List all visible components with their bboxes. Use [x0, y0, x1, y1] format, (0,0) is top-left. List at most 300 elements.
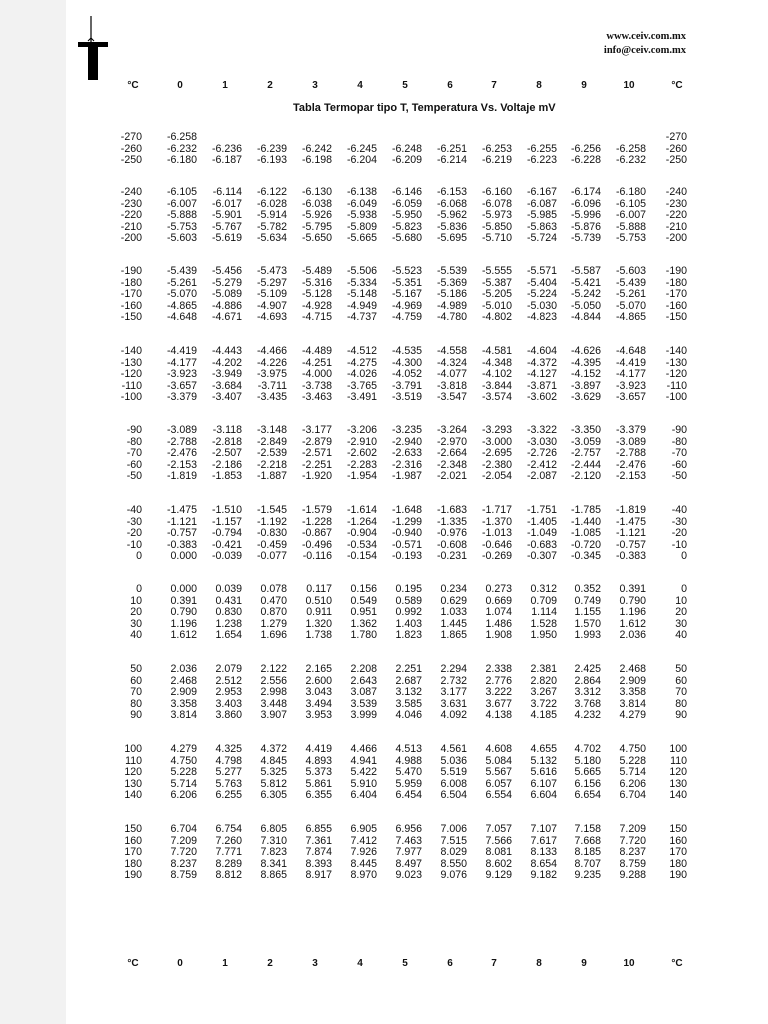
voltage-cell: -6.167 — [526, 186, 557, 198]
voltage-cell: 4.419 — [305, 743, 332, 755]
voltage-cell: -0.116 — [302, 550, 332, 563]
row-temp-label-right: -40 — [671, 504, 687, 516]
voltage-cell: -1.717 — [481, 504, 512, 516]
voltage-cell: -2.879 — [301, 435, 332, 448]
row-temp-label: -90 — [126, 424, 142, 436]
voltage-cell: -2.153 — [166, 458, 197, 471]
row-temp-label: -210 — [120, 220, 142, 233]
row-temp-label: -110 — [121, 379, 142, 392]
row-temp-label: 0 — [136, 550, 142, 563]
table-row — [0, 277, 768, 289]
row-temp-label-right: -50 — [671, 470, 687, 483]
table-row — [0, 539, 768, 551]
voltage-cell: 7.463 — [395, 834, 422, 847]
row-temp-label: -230 — [120, 197, 142, 210]
table-row — [0, 789, 768, 801]
voltage-cell: -5.297 — [256, 276, 287, 289]
row-temp-label-right: -210 — [665, 220, 687, 233]
voltage-cell: -5.369 — [436, 276, 467, 289]
voltage-cell: 7.006 — [440, 823, 467, 835]
row-temp-label-right: -250 — [665, 154, 687, 167]
voltage-cell: 3.722 — [530, 697, 557, 710]
voltage-cell: -5.888 — [166, 209, 197, 222]
voltage-cell: 1.196 — [170, 617, 197, 630]
voltage-cell: -4.152 — [570, 368, 601, 381]
header-top-col-0: °C — [127, 80, 139, 91]
voltage-cell: 8.341 — [260, 857, 287, 870]
email-text: info@ceiv.com.mx — [603, 45, 686, 56]
row-temp-label-right: -80 — [671, 435, 687, 448]
voltage-cell: -6.138 — [346, 186, 377, 198]
voltage-cell: -0.154 — [346, 550, 377, 563]
voltage-cell: -0.867 — [301, 527, 332, 540]
voltage-cell: -4.300 — [391, 356, 422, 369]
voltage-cell: 3.358 — [170, 697, 197, 710]
voltage-cell: 3.631 — [440, 697, 467, 710]
voltage-cell: -6.248 — [391, 142, 422, 155]
row-temp-label: 150 — [124, 823, 142, 835]
voltage-cell: -4.969 — [391, 299, 422, 312]
voltage-cell: 3.860 — [215, 709, 242, 722]
row-temp-label: -20 — [126, 527, 142, 540]
voltage-cell: 1.403 — [395, 617, 422, 630]
voltage-cell: -0.720 — [570, 538, 601, 551]
voltage-cell: 4.893 — [305, 754, 332, 767]
voltage-cell: 4.513 — [395, 743, 422, 755]
voltage-cell: 3.814 — [619, 697, 646, 710]
table-row — [0, 380, 768, 392]
row-temp-label: -260 — [120, 142, 142, 155]
voltage-cell: -5.109 — [256, 288, 287, 301]
voltage-cell: -5.010 — [481, 299, 512, 312]
voltage-cell: -5.186 — [436, 288, 467, 301]
voltage-cell: -5.603 — [166, 232, 197, 245]
table-row — [0, 778, 768, 790]
voltage-cell: -5.962 — [436, 209, 467, 222]
voltage-cell: 8.081 — [485, 846, 512, 859]
voltage-cell: -6.255 — [526, 142, 557, 155]
header-bottom-col-11: 10 — [623, 958, 635, 969]
voltage-cell: 7.926 — [350, 846, 377, 859]
voltage-cell: 8.497 — [395, 857, 422, 870]
voltage-cell: -1.683 — [436, 504, 467, 516]
row-temp-label-right: 150 — [669, 823, 687, 835]
voltage-cell: 1.528 — [530, 617, 557, 630]
header-bottom-col-5: 4 — [357, 958, 363, 969]
voltage-cell: -4.419 — [615, 356, 646, 369]
voltage-cell: -5.850 — [481, 220, 512, 233]
voltage-cell: -3.235 — [391, 424, 422, 436]
voltage-cell: -1.049 — [526, 527, 557, 540]
voltage-cell: -1.121 — [615, 527, 646, 540]
row-temp-label-right: -130 — [665, 356, 687, 369]
table-row — [0, 595, 768, 607]
voltage-cell: -4.949 — [346, 299, 377, 312]
row-temp-label-right: -70 — [671, 447, 687, 460]
voltage-cell: 6.305 — [260, 789, 287, 802]
voltage-cell: 3.358 — [619, 686, 646, 699]
voltage-cell: 8.917 — [305, 869, 332, 882]
voltage-cell: 8.812 — [215, 869, 242, 882]
voltage-cell: -2.726 — [526, 447, 557, 460]
voltage-cell: 7.668 — [574, 834, 601, 847]
voltage-cell: -2.251 — [301, 458, 332, 471]
voltage-cell: -5.863 — [526, 220, 557, 233]
voltage-cell: -2.153 — [615, 470, 646, 483]
row-temp-label: -70 — [126, 447, 142, 460]
voltage-cell: -2.818 — [211, 435, 242, 448]
voltage-cell: 8.865 — [260, 869, 287, 882]
voltage-cell: 0.790 — [170, 606, 197, 619]
row-temp-label: 30 — [130, 617, 142, 630]
header-bottom-col-2: 1 — [222, 958, 228, 969]
voltage-cell: 3.907 — [260, 709, 287, 722]
voltage-cell: 8.970 — [350, 869, 377, 882]
voltage-cell: -5.888 — [615, 220, 646, 233]
voltage-cell: -3.844 — [481, 379, 512, 392]
row-temp-label-right: 110 — [670, 754, 687, 767]
row-temp-label-right: -100 — [665, 391, 687, 404]
voltage-cell: -3.975 — [256, 368, 287, 381]
voltage-cell: 2.512 — [215, 674, 242, 687]
voltage-cell: 9.129 — [485, 869, 512, 882]
table-row — [0, 516, 768, 528]
voltage-cell: -4.737 — [346, 311, 377, 324]
voltage-cell: -1.335 — [436, 515, 467, 528]
voltage-cell: -3.118 — [212, 424, 242, 436]
row-temp-label-right: -110 — [666, 379, 687, 392]
voltage-cell: 2.909 — [170, 686, 197, 699]
row-temp-label-right: -240 — [665, 186, 687, 198]
voltage-cell: -5.587 — [570, 265, 601, 277]
voltage-cell: -5.030 — [526, 299, 557, 312]
row-temp-label-right: 30 — [675, 617, 687, 630]
header-bottom-col-1: 0 — [177, 958, 183, 969]
voltage-cell: 7.617 — [530, 834, 557, 847]
voltage-cell: -4.000 — [301, 368, 332, 381]
voltage-cell: 8.707 — [574, 857, 601, 870]
voltage-cell: -5.809 — [346, 220, 377, 233]
voltage-cell: -5.767 — [211, 220, 242, 233]
voltage-cell: -2.476 — [166, 447, 197, 460]
voltage-cell: 3.494 — [305, 697, 332, 710]
voltage-cell: 7.823 — [260, 846, 287, 859]
table-title: Tabla Termopar tipo T, Temperatura Vs. Voltaje mV — [293, 102, 556, 114]
voltage-cell: -5.439 — [166, 265, 197, 277]
voltage-cell: -4.989 — [436, 299, 467, 312]
row-temp-label-right: 140 — [669, 789, 687, 802]
voltage-cell: -6.256 — [570, 142, 601, 155]
row-temp-label-right: 90 — [675, 709, 687, 722]
table-row — [0, 198, 768, 210]
table-row — [0, 345, 768, 357]
voltage-cell: 4.608 — [485, 743, 512, 755]
voltage-cell: -6.258 — [166, 131, 197, 143]
row-temp-label: 0 — [136, 583, 142, 595]
voltage-cell: 6.206 — [170, 789, 197, 802]
table-row — [0, 447, 768, 459]
voltage-cell: -3.463 — [301, 391, 332, 404]
voltage-cell: -0.383 — [615, 550, 646, 563]
voltage-cell: -5.836 — [436, 220, 467, 233]
row-temp-label: 100 — [124, 743, 142, 755]
voltage-cell: 0.549 — [350, 594, 377, 607]
header-top-col-7: 6 — [447, 80, 453, 91]
row-temp-label-right: 170 — [669, 846, 687, 859]
voltage-cell: 1.696 — [260, 629, 287, 642]
voltage-cell: -6.219 — [481, 154, 512, 167]
voltage-cell: 1.950 — [530, 629, 557, 642]
voltage-cell: 1.074 — [485, 606, 512, 619]
voltage-cell: -1.264 — [346, 515, 377, 528]
voltage-cell: -5.739 — [570, 232, 601, 245]
voltage-cell: -6.232 — [615, 154, 646, 167]
voltage-cell: -0.077 — [256, 550, 287, 563]
row-temp-label: -140 — [120, 345, 142, 357]
row-temp-label: -150 — [120, 311, 142, 324]
voltage-cell: -2.054 — [481, 470, 512, 483]
table-row — [0, 606, 768, 618]
voltage-cell: 2.600 — [305, 674, 332, 687]
voltage-cell: -4.693 — [256, 311, 287, 324]
header-bottom-col-10: 9 — [581, 958, 587, 969]
voltage-cell: -3.350 — [570, 424, 601, 436]
table-row — [0, 154, 768, 166]
voltage-cell: 4.702 — [574, 743, 601, 755]
voltage-cell: -6.007 — [615, 209, 646, 222]
voltage-cell: -6.153 — [436, 186, 467, 198]
voltage-cell: 4.988 — [395, 754, 422, 767]
voltage-cell: 6.355 — [305, 789, 332, 802]
row-temp-label: 10 — [130, 594, 142, 607]
table-row — [0, 709, 768, 721]
voltage-cell: -5.985 — [526, 209, 557, 222]
table-row — [0, 436, 768, 448]
row-temp-label: 70 — [130, 686, 142, 699]
voltage-cell: -6.253 — [481, 142, 512, 155]
row-temp-label-right: 10 — [675, 594, 687, 607]
voltage-cell: -5.261 — [166, 276, 197, 289]
voltage-cell: -4.348 — [481, 356, 512, 369]
voltage-cell: -1.405 — [526, 515, 557, 528]
voltage-cell: 0.352 — [574, 583, 601, 595]
voltage-cell: -3.059 — [570, 435, 601, 448]
table-row — [0, 311, 768, 323]
voltage-cell: -6.228 — [570, 154, 601, 167]
voltage-cell: -0.904 — [346, 527, 377, 540]
row-temp-label-right: 50 — [675, 663, 687, 675]
voltage-cell: 3.539 — [350, 697, 377, 710]
voltage-cell: -3.791 — [391, 379, 422, 392]
voltage-cell: -6.105 — [166, 186, 197, 198]
voltage-cell: -0.269 — [481, 550, 512, 563]
table-row — [0, 846, 768, 858]
voltage-cell: -0.383 — [166, 538, 197, 551]
voltage-cell: 1.114 — [531, 606, 557, 619]
voltage-cell: 4.845 — [260, 754, 287, 767]
voltage-cell: 2.998 — [260, 686, 287, 699]
voltage-cell: 0.391 — [619, 583, 646, 595]
voltage-cell: 4.325 — [215, 743, 242, 755]
voltage-cell: -5.665 — [346, 232, 377, 245]
row-temp-label-right: -30 — [671, 515, 687, 528]
voltage-cell: 6.554 — [485, 789, 512, 802]
voltage-cell: 5.959 — [395, 777, 422, 790]
row-temp-label: -220 — [120, 209, 142, 222]
voltage-cell: 4.372 — [260, 743, 287, 755]
voltage-cell: -6.193 — [256, 154, 287, 167]
voltage-cell: 9.288 — [619, 869, 646, 882]
voltage-cell: -5.539 — [436, 265, 467, 277]
voltage-cell: 7.361 — [305, 834, 332, 847]
voltage-cell: -6.174 — [570, 186, 601, 198]
voltage-cell: -2.571 — [301, 447, 332, 460]
voltage-cell: -3.148 — [256, 424, 287, 436]
voltage-cell: 6.604 — [530, 789, 557, 802]
row-temp-label: 170 — [124, 846, 142, 859]
voltage-cell: -1.751 — [526, 504, 557, 516]
voltage-cell: -1.614 — [346, 504, 377, 516]
voltage-cell: 2.122 — [260, 663, 287, 675]
voltage-cell: -0.571 — [391, 538, 422, 551]
voltage-cell: 2.294 — [440, 663, 467, 675]
voltage-cell: -4.907 — [256, 299, 287, 312]
row-temp-label: 130 — [124, 777, 142, 790]
voltage-cell: 8.654 — [530, 857, 557, 870]
voltage-cell: 6.255 — [215, 789, 242, 802]
voltage-cell: -1.475 — [166, 504, 197, 516]
voltage-cell: -4.780 — [436, 311, 467, 324]
table-row — [0, 470, 768, 482]
table-row — [0, 675, 768, 687]
header-top-col-1: 0 — [177, 80, 183, 91]
voltage-cell: -5.603 — [615, 265, 646, 277]
voltage-cell: -0.646 — [481, 538, 512, 551]
voltage-cell: -3.765 — [346, 379, 377, 392]
voltage-cell: 7.720 — [170, 846, 197, 859]
voltage-cell: 7.771 — [215, 846, 242, 859]
voltage-cell: 8.237 — [170, 857, 197, 870]
voltage-cell: 3.087 — [350, 686, 377, 699]
voltage-cell: -5.439 — [615, 276, 646, 289]
row-temp-label: -100 — [120, 391, 142, 404]
voltage-cell: 5.861 — [305, 777, 332, 790]
table-row — [0, 232, 768, 244]
voltage-cell: 4.750 — [619, 743, 646, 755]
voltage-cell: -3.657 — [166, 379, 197, 392]
voltage-cell: -6.236 — [211, 142, 242, 155]
voltage-cell: -5.489 — [301, 265, 332, 277]
voltage-cell: 4.798 — [215, 754, 242, 767]
voltage-cell: 4.279 — [170, 743, 197, 755]
table-row — [0, 618, 768, 630]
voltage-cell: 1.445 — [440, 617, 467, 630]
voltage-cell: -0.231 — [436, 550, 467, 563]
voltage-cell: 4.232 — [574, 709, 601, 722]
voltage-cell: -1.192 — [256, 515, 287, 528]
table-row — [0, 527, 768, 539]
voltage-cell: 4.092 — [440, 709, 467, 722]
voltage-cell: -6.038 — [301, 197, 332, 210]
voltage-cell: -4.443 — [211, 345, 242, 357]
voltage-cell: -5.634 — [256, 232, 287, 245]
row-temp-label-right: 190 — [669, 869, 687, 882]
table-row — [0, 823, 768, 835]
row-temp-label-right: -220 — [665, 209, 687, 222]
voltage-cell: -1.853 — [211, 470, 242, 483]
voltage-cell: -6.180 — [166, 154, 197, 167]
voltage-cell: -5.242 — [570, 288, 601, 301]
voltage-cell: 8.289 — [215, 857, 242, 870]
voltage-cell: 6.754 — [215, 823, 242, 835]
voltage-cell: 6.956 — [395, 823, 422, 835]
voltage-cell: -1.228 — [301, 515, 332, 528]
voltage-cell: -2.695 — [481, 447, 512, 460]
voltage-cell: -6.049 — [346, 197, 377, 210]
voltage-cell: 2.468 — [170, 674, 197, 687]
voltage-cell: 5.519 — [440, 766, 467, 779]
voltage-cell: -5.876 — [570, 220, 601, 233]
row-temp-label: -240 — [120, 186, 142, 198]
voltage-cell: 2.909 — [619, 674, 646, 687]
voltage-cell: 0.510 — [305, 594, 332, 607]
row-temp-label-right: -230 — [665, 197, 687, 210]
voltage-cell: -6.180 — [615, 186, 646, 198]
voltage-cell: 5.036 — [440, 754, 467, 767]
header-top-col-8: 7 — [491, 80, 497, 91]
voltage-cell: -3.684 — [211, 379, 242, 392]
row-temp-label-right: 40 — [675, 629, 687, 642]
table-row — [0, 686, 768, 698]
voltage-cell: 7.057 — [485, 823, 512, 835]
row-temp-label-right: 130 — [669, 777, 687, 790]
table-row — [0, 357, 768, 369]
voltage-cell: -1.648 — [391, 504, 422, 516]
voltage-cell: -3.657 — [615, 391, 646, 404]
voltage-cell: -2.120 — [570, 470, 601, 483]
voltage-cell: -6.258 — [615, 142, 646, 155]
voltage-cell: -1.785 — [570, 504, 601, 516]
voltage-cell: -3.871 — [526, 379, 557, 392]
voltage-cell: 0.709 — [530, 594, 557, 607]
header-bottom-col-12: °C — [671, 958, 683, 969]
table-row — [0, 368, 768, 380]
row-temp-label: -60 — [126, 458, 142, 471]
table-row — [0, 504, 768, 516]
voltage-cell: -3.177 — [301, 424, 332, 436]
voltage-cell: -4.535 — [391, 345, 422, 357]
voltage-cell: 5.812 — [260, 777, 287, 790]
table-row — [0, 869, 768, 881]
voltage-cell: -3.435 — [256, 391, 287, 404]
voltage-cell: -0.757 — [166, 527, 197, 540]
voltage-cell: 0.629 — [440, 594, 467, 607]
voltage-cell: -4.052 — [391, 368, 422, 381]
voltage-cell: -2.412 — [526, 458, 557, 471]
voltage-cell: -5.753 — [615, 232, 646, 245]
voltage-cell: -1.954 — [346, 470, 377, 483]
voltage-cell: 2.820 — [530, 674, 557, 687]
contact-info — [604, 30, 686, 58]
table-row — [0, 459, 768, 471]
voltage-cell: -5.973 — [481, 209, 512, 222]
header-top-col-4: 3 — [312, 80, 318, 91]
voltage-cell: -6.078 — [481, 197, 512, 210]
voltage-cell: -5.261 — [615, 288, 646, 301]
voltage-cell: -5.901 — [211, 209, 242, 222]
voltage-cell: 6.704 — [619, 789, 646, 802]
voltage-cell: -0.534 — [346, 538, 377, 551]
